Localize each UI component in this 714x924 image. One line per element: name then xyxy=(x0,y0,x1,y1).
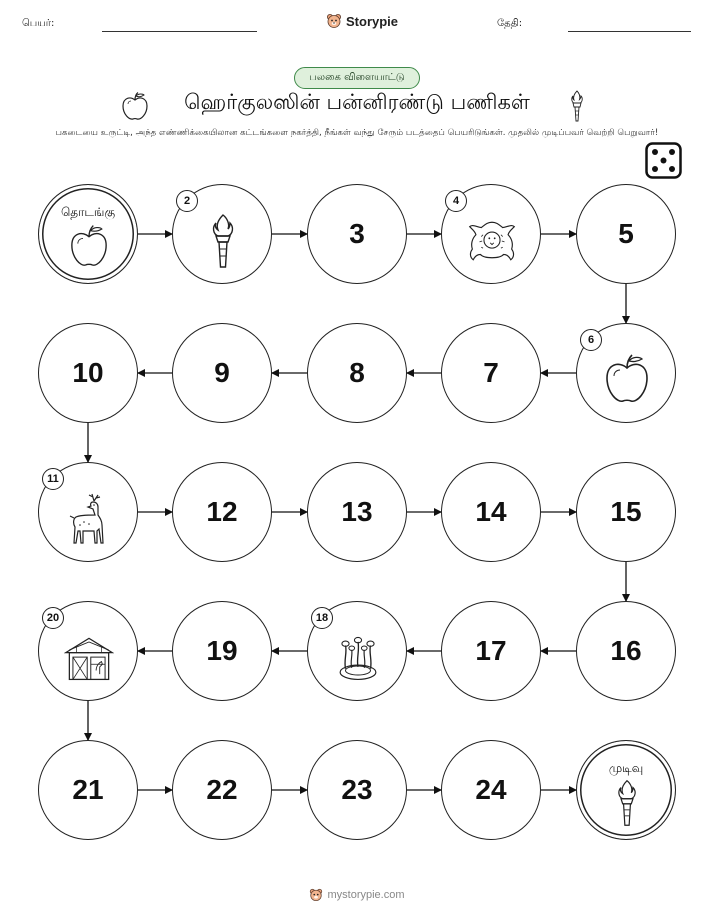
board-space-16[interactable] xyxy=(576,601,676,701)
hydra-icon xyxy=(333,630,383,686)
footer-url[interactable]: mystorypie.com xyxy=(327,889,405,901)
game-type-badge: பலகை விளையாட்டு xyxy=(294,67,420,89)
board-space-3[interactable] xyxy=(307,184,407,284)
deer-icon xyxy=(64,491,114,547)
board-space-17[interactable] xyxy=(441,601,541,701)
board-space-19[interactable] xyxy=(172,601,272,701)
stable-icon xyxy=(64,630,114,686)
board-space-7[interactable] xyxy=(441,323,541,423)
space-number-chip: 2 xyxy=(176,190,198,212)
space-number: 10 xyxy=(72,357,104,388)
space-number-chip: 6 xyxy=(580,329,602,351)
torch-icon xyxy=(602,779,652,827)
space-number: 14 xyxy=(475,496,507,527)
space-number: 17 xyxy=(475,635,507,666)
board-space-25[interactable] xyxy=(576,740,676,840)
board-space-22[interactable] xyxy=(172,740,272,840)
space-number: 12 xyxy=(206,496,238,527)
space-number: 13 xyxy=(341,496,373,527)
start-label: தொடங்கு xyxy=(60,205,116,219)
space-number: 8 xyxy=(349,357,365,388)
torch-icon xyxy=(198,213,248,269)
space-number: 15 xyxy=(610,496,642,527)
apple-icon xyxy=(64,223,114,271)
board-space-24[interactable] xyxy=(441,740,541,840)
finish-label: முடிவு xyxy=(608,761,644,775)
brand-name: Storypie xyxy=(346,13,399,29)
board-space-8[interactable] xyxy=(307,323,407,423)
board-space-14[interactable] xyxy=(441,462,541,562)
board-space-23[interactable] xyxy=(307,740,407,840)
space-number-chip: 4 xyxy=(445,190,467,212)
board-space-15[interactable] xyxy=(576,462,676,562)
board-space-12[interactable] xyxy=(172,462,272,562)
space-number: 9 xyxy=(214,357,230,388)
bear-mascot-icon xyxy=(309,888,323,902)
board-space-10[interactable] xyxy=(38,323,138,423)
date-label: தேதி: xyxy=(497,18,523,29)
space-number-chip: 11 xyxy=(42,468,64,490)
apple-icon xyxy=(602,352,652,408)
board-space-1[interactable] xyxy=(38,184,138,284)
page-title: ஹெர்குலஸின் பன்னிரண்டு பணிகள் xyxy=(184,90,530,114)
space-number: 24 xyxy=(475,774,507,805)
space-number: 16 xyxy=(610,635,642,666)
space-number: 7 xyxy=(483,357,499,388)
space-number: 5 xyxy=(618,218,634,249)
space-number: 19 xyxy=(206,635,238,666)
board-space-9[interactable] xyxy=(172,323,272,423)
space-number-chip: 18 xyxy=(311,607,333,629)
board-space-13[interactable] xyxy=(307,462,407,562)
instructions: பகடையை உருட்டி, அந்த எண்ணிக்கையிலான கட்டங்களை நகர்த்தி, நீங்கள் வந்து சேரும் படத்தைப் பெயரிடுங்கள். முதலில் முடிப்பவர் வெற்றி பெறுவார்! xyxy=(55,128,659,138)
footer xyxy=(0,888,714,902)
space-number-chip: 20 xyxy=(42,607,64,629)
name-label: பெயர்: xyxy=(22,18,55,29)
space-number: 21 xyxy=(72,774,104,805)
board-space-5[interactable] xyxy=(576,184,676,284)
space-number: 22 xyxy=(206,774,238,805)
board-space-21[interactable] xyxy=(38,740,138,840)
space-number: 3 xyxy=(349,218,365,249)
lion-pelt-icon xyxy=(467,213,517,269)
space-number: 23 xyxy=(341,774,373,805)
